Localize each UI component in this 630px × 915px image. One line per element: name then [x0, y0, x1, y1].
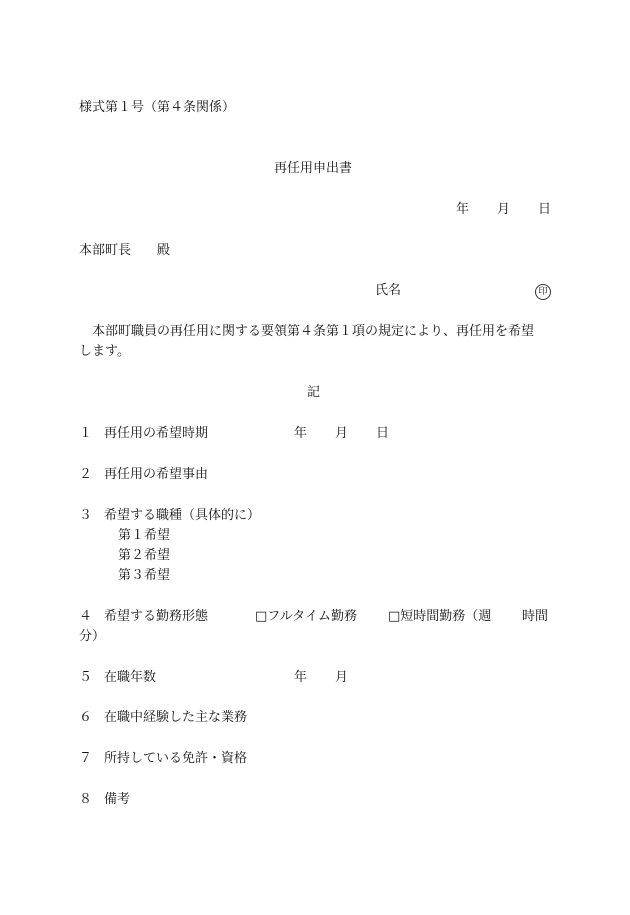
addressee-honorific: 殿 — [157, 243, 171, 258]
document-title: 再任用申出書 — [274, 161, 353, 176]
seal-mark: 印 — [535, 284, 551, 300]
record-label: 記 — [307, 385, 321, 400]
item-4-option-fulltime: □フルタイム勤務 — [255, 609, 357, 624]
intro-text-line-2: します。 — [79, 344, 130, 359]
item-6-label: 在職中経験した主な業務 — [104, 710, 248, 725]
item-4-label: 希望する勤務形態 — [104, 609, 209, 624]
item-1-year: 年 — [294, 426, 308, 441]
addressee-name: 本部町長 — [79, 243, 132, 258]
date-year: 年 — [456, 202, 470, 217]
date-day: 日 — [538, 202, 552, 217]
item-8-label: 備考 — [104, 792, 131, 807]
item-4-minutes: 分） — [79, 629, 106, 644]
item-4-option-shorttime: □短時間勤務（週 — [388, 609, 492, 624]
item-3-choice-2: 第２希望 — [118, 548, 171, 563]
item-4-number: ４ — [79, 609, 93, 624]
item-8-number: ８ — [79, 792, 93, 807]
item-2-number: ２ — [79, 467, 93, 482]
item-3-choice-3: 第３希望 — [118, 568, 171, 583]
item-5-label: 在職年数 — [104, 670, 157, 685]
date-month: 月 — [497, 202, 511, 217]
item-5-month: 月 — [335, 670, 349, 685]
item-1-number: １ — [79, 426, 93, 441]
item-4-hours: 時間 — [522, 609, 549, 624]
item-3-label: 希望する職種（具体的に） — [104, 508, 261, 523]
applicant-name-label: 氏名 — [375, 283, 402, 298]
item-3-choice-1: 第１希望 — [118, 528, 171, 543]
form-number-label: 様式第１号（第４条関係） — [79, 100, 236, 115]
item-1-day: 日 — [376, 426, 390, 441]
intro-text-line-1: 本部町職員の再任用に関する要領第４条第１項の規定により、再任用を希望 — [92, 324, 535, 339]
item-7-label: 所持している免許・資格 — [104, 751, 248, 766]
item-2-label: 再任用の希望事由 — [104, 467, 209, 482]
item-5-number: ５ — [79, 670, 93, 685]
item-5-year: 年 — [294, 670, 308, 685]
item-7-number: ７ — [79, 751, 93, 766]
item-3-number: ３ — [79, 508, 93, 523]
item-6-number: ６ — [79, 710, 93, 725]
item-1-month: 月 — [335, 426, 349, 441]
item-1-label: 再任用の希望時期 — [104, 426, 209, 441]
